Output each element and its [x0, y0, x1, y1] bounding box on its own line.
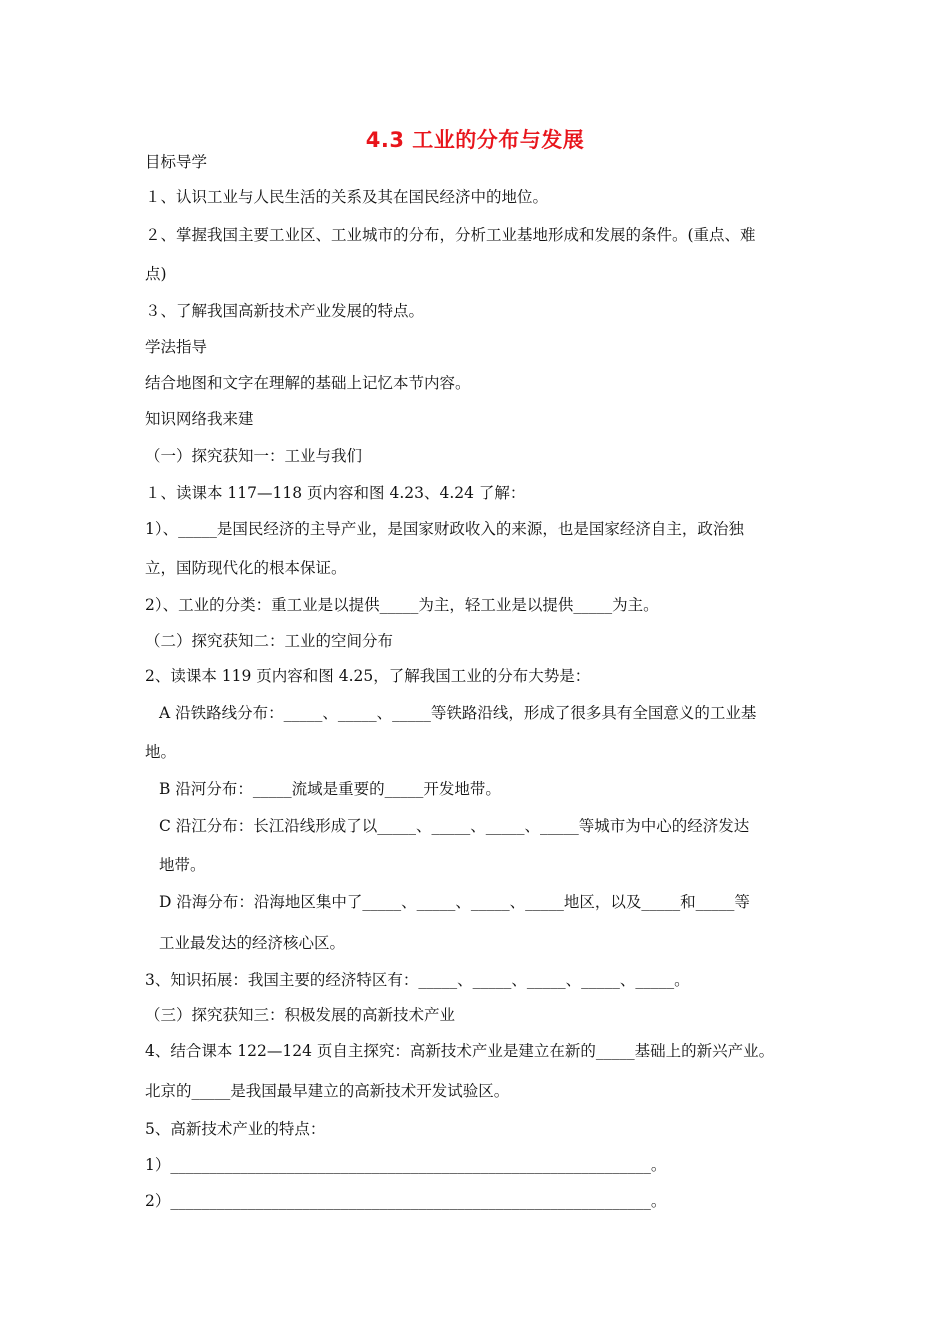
question-5-answer-1: 1）______________________________________________________________。: [145, 1156, 667, 1174]
method-text: 结合地图和文字在理解的基础上记忆本节内容。: [145, 374, 471, 392]
section-heading-goals: 目标导学: [145, 153, 208, 171]
question-2-item-a-continued: 地。: [145, 743, 177, 761]
question-1: １、读课本 117—118 页内容和图 4.23、4.24 了解：: [145, 484, 526, 502]
question-5: 5、高新技术产业的特点：: [145, 1120, 326, 1138]
goal-item-1: １、认识工业与人民生活的关系及其在国民经济中的地位。: [145, 188, 549, 206]
subsection-heading-1: （一）探究获知一：工业与我们: [145, 447, 363, 465]
page-title: 4.3 工业的分布与发展: [365, 128, 585, 152]
goal-item-2-continued: 点): [145, 265, 167, 283]
question-2-item-d: D 沿海分布：沿海地区集中了_____、_____、_____、_____地区，以及_____和_____等: [159, 893, 750, 911]
question-1-part-1-continued: 立，国防现代化的根本保证。: [145, 559, 347, 577]
question-4: 4、结合课本 122—124 页自主探究：高新技术产业是建立在新的_____基础上的新兴产业。: [145, 1042, 775, 1060]
question-2-item-a: A 沿铁路线分布：_____、_____、_____等铁路沿线，形成了很多具有全国意义的工业基: [159, 704, 757, 722]
question-5-answer-2: 2）______________________________________________________________。: [145, 1192, 667, 1210]
question-3: 3、知识拓展：我国主要的经济特区有：_____、_____、_____、_____、_____。: [145, 971, 690, 989]
question-2: 2、读课本 119 页内容和图 4.25，了解我国工业的分布大势是：: [145, 667, 591, 685]
goal-item-3: ３、了解我国高新技术产业发展的特点。: [145, 302, 425, 320]
subsection-heading-2: （二）探究获知二：工业的空间分布: [145, 632, 394, 650]
section-heading-method: 学法指导: [145, 338, 208, 356]
question-2-item-c: C 沿江分布：长江沿线形成了以_____、_____、_____、_____等城市为中心的经济发达: [159, 817, 750, 835]
section-heading-knowledge: 知识网络我来建: [145, 410, 254, 428]
question-2-item-b: B 沿河分布：_____流域是重要的_____开发地带。: [159, 780, 501, 798]
question-4-continued: 北京的_____是我国最早建立的高新技术开发试验区。: [145, 1082, 510, 1100]
goal-item-2: ２、掌握我国主要工业区、工业城市的分布，分析工业基地形成和发展的条件。(重点、难: [145, 226, 756, 244]
question-2-item-d-continued: 工业最发达的经济核心区。: [159, 934, 346, 952]
subsection-heading-3: （三）探究获知三：积极发展的高新技术产业: [145, 1006, 456, 1024]
question-2-item-c-continued: 地带。: [159, 856, 206, 874]
question-1-part-1: 1）、_____是国民经济的主导产业，是国家财政收入的来源，也是国家经济自主，政治独: [145, 520, 744, 538]
question-1-part-2: 2）、工业的分类：重工业是以提供_____为主，轻工业是以提供_____为主。: [145, 596, 659, 614]
